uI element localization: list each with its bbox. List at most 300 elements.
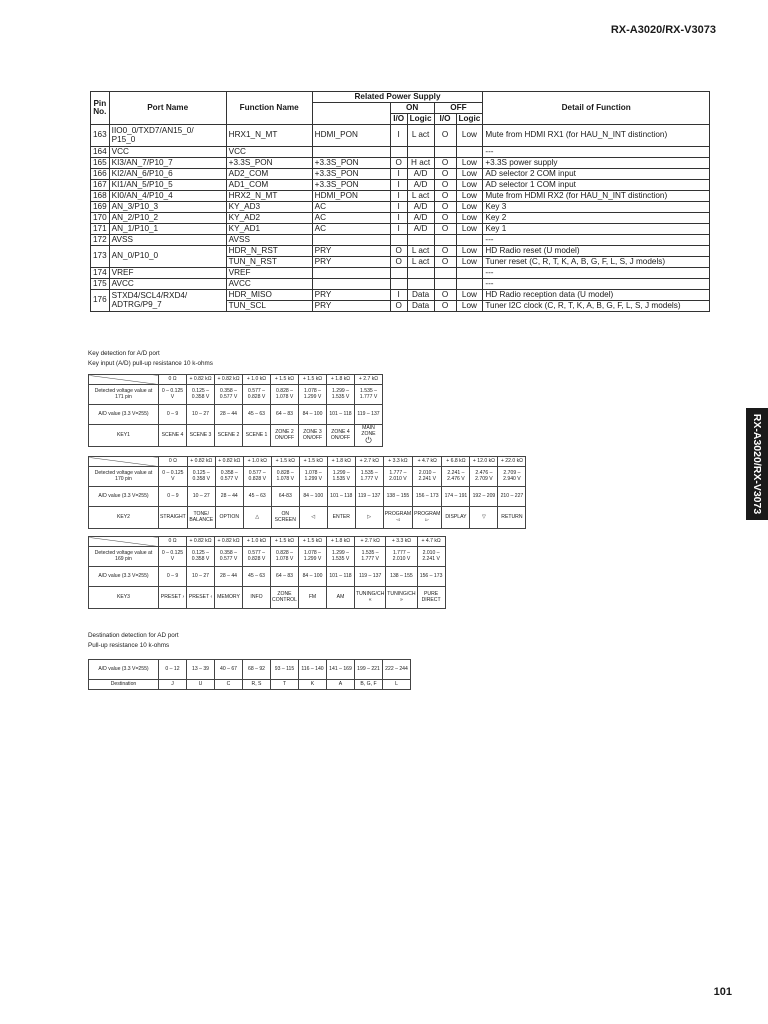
on-io: I [390,180,407,191]
off-logic [456,235,483,246]
function-name: VREF [226,268,312,279]
port-name-line: ADTRG/P9_7 [111,299,162,309]
on-io: O [390,158,407,169]
corner-cell [89,375,159,385]
off-logic: Low [456,191,483,202]
destination-cell: B, G, F [355,680,383,690]
on-io [390,268,407,279]
key-name-cell [383,507,412,529]
port-name [109,169,226,180]
on-io: I [390,213,407,224]
off-logic: Low [456,290,483,301]
resistance-cell: + 3.3 kΩ [383,457,412,467]
key-name-cell [442,507,470,529]
table-row [91,169,710,180]
function-name: HDR_N_RST [226,246,312,257]
key-name-cell [243,587,271,609]
key-name: TUNING/CH » [387,590,416,603]
key-name: SCENE 3 [189,431,212,438]
destination-ad-label: A/D value (3.3 V=255) [89,660,159,680]
off-logic: Low [456,224,483,235]
destination-cell: T [271,680,299,690]
resistance-cell: + 1.5 kΩ [299,537,327,547]
off-logic: Low [456,158,483,169]
key-name-cell [159,425,187,447]
ad-value-cell: 101 – 118 [327,487,355,507]
key-name-cell [215,587,243,609]
port-name [109,147,226,158]
pin-function-table [90,91,710,312]
power-supply: +3.3S_PON [312,169,390,180]
voltage-row [89,467,526,487]
voltage-cell: 0 – 0.125 V [159,547,187,567]
port-name [109,213,226,224]
table-row [91,213,710,224]
off-io: O [434,191,456,202]
key-name: FM [308,593,317,600]
ad-value-cell: 64-83 [271,487,299,507]
power-supply: AC [312,202,390,213]
header-detail-of-function: Detail of Function [483,92,710,125]
voltage-label: Detected voltage value at 170 pin [89,467,159,487]
key-name: STRAIGHT [160,513,186,520]
function-detail: --- [483,268,710,279]
function-name: +3.3S_PON [226,158,312,169]
off-io: O [434,246,456,257]
key-name: TUNING/CH « [356,590,385,603]
key-name-cell [159,587,187,609]
function-name: HDR_MISO [226,290,312,301]
voltage-cell: 0.828 – 1.078 V [271,385,299,405]
corner-cell [89,537,159,547]
on-logic [407,235,434,246]
destination-ad-row [89,660,411,680]
table-row [91,147,710,158]
function-detail: +3.3S power supply [483,158,710,169]
voltage-cell: 1.299 – 1.535 V [327,467,355,487]
voltage-cell: 0.358 – 0.577 V [215,467,243,487]
voltage-cell: 2.010 – 2.241 V [417,547,445,567]
key-name-cell [355,507,383,529]
key-name: PURE DIRECT [421,590,441,603]
pin-table-body [91,125,710,312]
off-io [434,268,456,279]
pin-number: 175 [91,279,110,290]
header-on: ON [390,103,434,114]
function-detail: HD Radio reception data (U model) [483,290,710,301]
voltage-cell: 0.125 – 0.358 V [187,547,215,567]
on-logic: A/D [407,224,434,235]
voltage-row [89,385,383,405]
off-io: O [434,257,456,268]
key-name-cell [215,507,243,529]
port-name-line: VREF [111,267,134,277]
key-name: MAIN ZONE [361,424,376,437]
on-io: I [390,125,407,147]
destination-ad-cell: 199 – 221 [355,660,383,680]
key-name: PROGRAM ▻ [414,510,441,523]
ad-value-label: A/D value (3.3 V=255) [89,487,159,507]
off-io: O [434,290,456,301]
on-io [390,235,407,246]
destination-cell: K [299,680,327,690]
off-io [434,279,456,290]
destination-title: Destination detection for AD port [88,632,179,639]
off-logic: Low [456,202,483,213]
function-name: TUN_SCL [226,301,312,312]
ad-value-row [89,487,526,507]
port-name-line: KI0/AN_4/P10_4 [111,190,173,200]
port-name-line: IIO0_0/TXD7/AN15_0/ [111,126,194,136]
on-io [390,279,407,290]
power-icon: ⏻ [365,436,372,446]
on-io: I [390,290,407,301]
resistance-cell: + 1.8 kΩ [327,457,355,467]
power-supply: HDMI_PON [312,191,390,202]
resistance-cell: + 0.82 kΩ [187,457,215,467]
key-name-cell [271,507,299,529]
voltage-cell: 0.828 – 1.078 V [271,467,299,487]
destination-ad-cell: 222 – 244 [383,660,411,680]
on-logic [407,279,434,290]
table-row [91,268,710,279]
pin-number: 167 [91,180,110,191]
header-pin-no: Pin No. [91,92,110,125]
voltage-label: Detected voltage value at 171 pin [89,385,159,405]
function-detail: HD Radio reset (U model) [483,246,710,257]
pin-number: 171 [91,224,110,235]
header-related-power-supply: Related Power Supply [312,92,483,103]
key-name-cell [187,507,215,529]
port-name [109,290,226,312]
function-name: KY_AD1 [226,224,312,235]
voltage-cell: 0 – 0.125 V [159,385,187,405]
resistance-cell: + 1.5 kΩ [271,537,299,547]
key-name-cell [299,507,327,529]
key-name-cell [271,587,299,609]
ad-value-cell: 10 – 27 [187,405,215,425]
key-name: ZONE 2 ON/OFF [274,428,295,441]
port-name-line: AN_1/P10_1 [111,223,159,233]
ad-value-cell: 101 – 118 [327,567,355,587]
key-name: ZONE 3 ON/OFF [302,428,323,441]
key-name-row [89,587,446,609]
on-io: O [390,257,407,268]
key-name: MEMORY [217,593,240,600]
ad-value-row [89,405,383,425]
key-detection-title: Key detection for A/D port [88,350,160,357]
table-row [91,191,710,202]
ad-value-cell: 138 – 155 [386,567,417,587]
off-logic [456,279,483,290]
header-off-logic: Logic [456,114,483,125]
voltage-cell: 2.010 – 2.241 V [413,467,442,487]
key-name: AM [336,593,345,600]
port-name [109,125,226,147]
off-logic: Low [456,125,483,147]
pin-number: 176 [91,290,110,312]
function-name: AD2_COM [226,169,312,180]
table-row [91,279,710,290]
on-logic [407,147,434,158]
voltage-cell: 2.476 – 2.709 V [470,467,498,487]
port-name [109,224,226,235]
on-logic: H act [407,158,434,169]
key-name-cell [386,587,417,609]
off-io: O [434,125,456,147]
on-logic [407,268,434,279]
off-logic [456,268,483,279]
voltage-row [89,547,446,567]
function-detail: Key 2 [483,213,710,224]
destination-ad-cell: 93 – 115 [271,660,299,680]
off-logic: Low [456,169,483,180]
function-name: KY_AD2 [226,213,312,224]
function-detail: Tuner I2C clock (C, R, T, K, A, B, G, F, L, S, J models) [483,301,710,312]
resistance-cell: + 0.82 kΩ [187,375,215,385]
destination-cell: U [187,680,215,690]
key-name-cell [327,425,355,447]
voltage-cell: 1.299 – 1.535 V [327,385,355,405]
on-io: I [390,191,407,202]
port-name-line: AN_2/P10_2 [111,212,159,222]
port-name-line: AVSS [111,234,133,244]
key-name-cell [243,507,271,529]
port-name-line: P15_0 [111,134,136,144]
off-io: O [434,224,456,235]
ad-value-cell: 10 – 27 [187,487,215,507]
resistance-row [89,457,526,467]
key-name: TONE/ BALANCE [189,510,214,523]
pin-number: 173 [91,246,110,268]
ad-value-cell: 192 – 209 [470,487,498,507]
key-name-cell [271,425,299,447]
destination-ad-cell: 116 – 140 [299,660,327,680]
power-supply: +3.3S_PON [312,180,390,191]
key-name: ZONE CONTROL [272,590,297,603]
voltage-label: Detected voltage value at 169 pin [89,547,159,567]
resistance-row [89,375,383,385]
function-detail: Tuner reset (C, R, T, K, A, B, G, F, L, S, J models) [483,257,710,268]
key-name-cell [498,507,526,529]
resistance-cell: + 12.0 kΩ [470,457,498,467]
header-function-name: Function Name [226,92,312,125]
key-name: RETURN [501,513,523,520]
off-io [434,147,456,158]
resistance-cell: + 4.7 kΩ [413,457,442,467]
voltage-cell: 1.078 – 1.299 V [299,547,327,567]
resistance-cell: + 1.5 kΩ [299,457,327,467]
header-on-io: I/O [390,114,407,125]
table-row [91,158,710,169]
on-io: I [390,169,407,180]
on-logic: L act [407,257,434,268]
voltage-cell: 0.125 – 0.358 V [187,467,215,487]
key-detection-subtitle: Key input (A/D) pull-up resistance 10 k-ohms [88,360,213,367]
key-name: DISPLAY [445,513,467,520]
resistance-cell: 0 Ω [159,537,187,547]
pin-number: 164 [91,147,110,158]
ad-value-cell: 64 – 83 [271,567,299,587]
off-logic [456,147,483,158]
corner-cell [89,457,159,467]
ad-value-cell: 64 – 83 [271,405,299,425]
resistance-cell: + 1.5 kΩ [299,375,327,385]
function-detail: Mute from HDMI RX1 (for HAU_N_INT distinction) [483,125,710,147]
on-io: O [390,301,407,312]
on-logic: A/D [407,213,434,224]
function-name: VCC [226,147,312,158]
port-name [109,235,226,246]
ad-value-cell: 84 – 100 [299,405,327,425]
port-name [109,158,226,169]
key-name: SCENE 4 [161,431,184,438]
on-logic: Data [407,290,434,301]
table-row [91,290,710,301]
key-name-cell [187,587,215,609]
key-name: ON SCREEN [274,510,296,523]
key-label: KEY3 [89,587,159,609]
resistance-cell: + 1.0 kΩ [243,375,271,385]
resistance-cell: + 3.3 kΩ [386,537,417,547]
voltage-cell: 1.078 – 1.299 V [299,385,327,405]
on-logic: A/D [407,202,434,213]
resistance-cell: + 0.82 kΩ [215,537,243,547]
voltage-cell: 0.125 – 0.358 V [187,385,215,405]
on-logic: A/D [407,180,434,191]
destination-ad-cell: 68 – 92 [243,660,271,680]
power-supply: +3.3S_PON [312,158,390,169]
header-supply-blank [312,103,390,125]
key-name: SCENE 1 [245,431,268,438]
on-io: I [390,202,407,213]
key-name-cell [355,425,383,447]
on-logic: L act [407,246,434,257]
header-off: OFF [434,103,483,114]
on-io [390,147,407,158]
port-name [109,279,226,290]
destination-caption [88,631,179,651]
on-logic: Data [407,301,434,312]
table-row [91,235,710,246]
key-name-row [89,507,526,529]
resistance-cell: + 1.0 kΩ [243,537,271,547]
ad-value-cell: 45 – 63 [243,487,271,507]
off-logic: Low [456,180,483,191]
power-supply: PRY [312,257,390,268]
voltage-cell: 1.777 – 2.010 V [386,547,417,567]
function-detail: Key 1 [483,224,710,235]
port-name [109,191,226,202]
function-name: AVSS [226,235,312,246]
header-off-io: I/O [434,114,456,125]
key-name: ◁ [311,513,316,520]
pin-number: 172 [91,235,110,246]
on-logic: L act [407,191,434,202]
key-label: KEY2 [89,507,159,529]
destination-cell: C [215,680,243,690]
ad-value-label: A/D value (3.3 V=255) [89,405,159,425]
port-name-line: KI2/AN_6/P10_6 [111,168,173,178]
ad-value-cell: 84 – 100 [299,487,327,507]
key-name-cell [417,587,445,609]
resistance-cell: + 22.0 kΩ [498,457,526,467]
resistance-row [89,537,446,547]
pin-number: 170 [91,213,110,224]
pin-number: 166 [91,169,110,180]
destination-ad-cell: 141 – 169 [327,660,355,680]
key-name: ▷ [367,513,372,520]
pin-number: 174 [91,268,110,279]
key-name-cell [355,587,386,609]
function-detail: Key 3 [483,202,710,213]
off-io: O [434,180,456,191]
key-name: PRESET › [160,593,185,600]
ad-value-cell: 210 – 227 [498,487,526,507]
key2-detection-table [88,456,526,529]
voltage-cell: 0.358 – 0.577 V [215,385,243,405]
ad-value-cell: 28 – 44 [215,487,243,507]
destination-table [88,659,411,690]
on-io: I [390,224,407,235]
destination-cell: J [159,680,187,690]
power-supply [312,279,390,290]
port-name [109,180,226,191]
ad-value-cell: 119 – 137 [355,405,383,425]
off-io: O [434,301,456,312]
power-supply: PRY [312,290,390,301]
key-name: OPTION [219,513,240,520]
port-name [109,268,226,279]
resistance-cell: + 0.82 kΩ [215,457,243,467]
destination-row [89,680,411,690]
off-io: O [434,158,456,169]
off-io [434,235,456,246]
pin-number: 163 [91,125,110,147]
port-name-line: AVCC [111,278,134,288]
resistance-cell: + 0.82 kΩ [187,537,215,547]
voltage-cell: 1.777 – 2.010 V [383,467,412,487]
off-logic: Low [456,257,483,268]
destination-ad-cell: 13 – 39 [187,660,215,680]
pin-number: 168 [91,191,110,202]
function-name: KY_AD3 [226,202,312,213]
voltage-cell: 1.078 – 1.299 V [299,467,327,487]
function-name: HRX1_N_MT [226,125,312,147]
ad-value-cell: 119 – 137 [355,567,386,587]
key-name: SCENE 2 [217,431,240,438]
key-name-cell [327,587,355,609]
ad-value-cell: 0 – 9 [159,405,187,425]
power-supply: PRY [312,246,390,257]
resistance-cell: + 2.7 kΩ [355,375,383,385]
key-name-cell [299,425,327,447]
voltage-cell: 2.241 – 2.476 V [442,467,470,487]
power-supply: PRY [312,301,390,312]
ad-value-row [89,567,446,587]
key-detection-caption [88,349,213,369]
voltage-cell: 1.535 – 1.777 V [355,467,383,487]
off-logic: Low [456,246,483,257]
resistance-cell: 0 Ω [159,375,187,385]
ad-value-cell: 28 – 44 [215,567,243,587]
power-supply [312,235,390,246]
off-io: O [434,213,456,224]
header-port-name: Port Name [109,92,226,125]
ad-value-cell: 156 – 173 [417,567,445,587]
ad-value-cell: 101 – 118 [327,405,355,425]
key-name-cell [327,507,355,529]
